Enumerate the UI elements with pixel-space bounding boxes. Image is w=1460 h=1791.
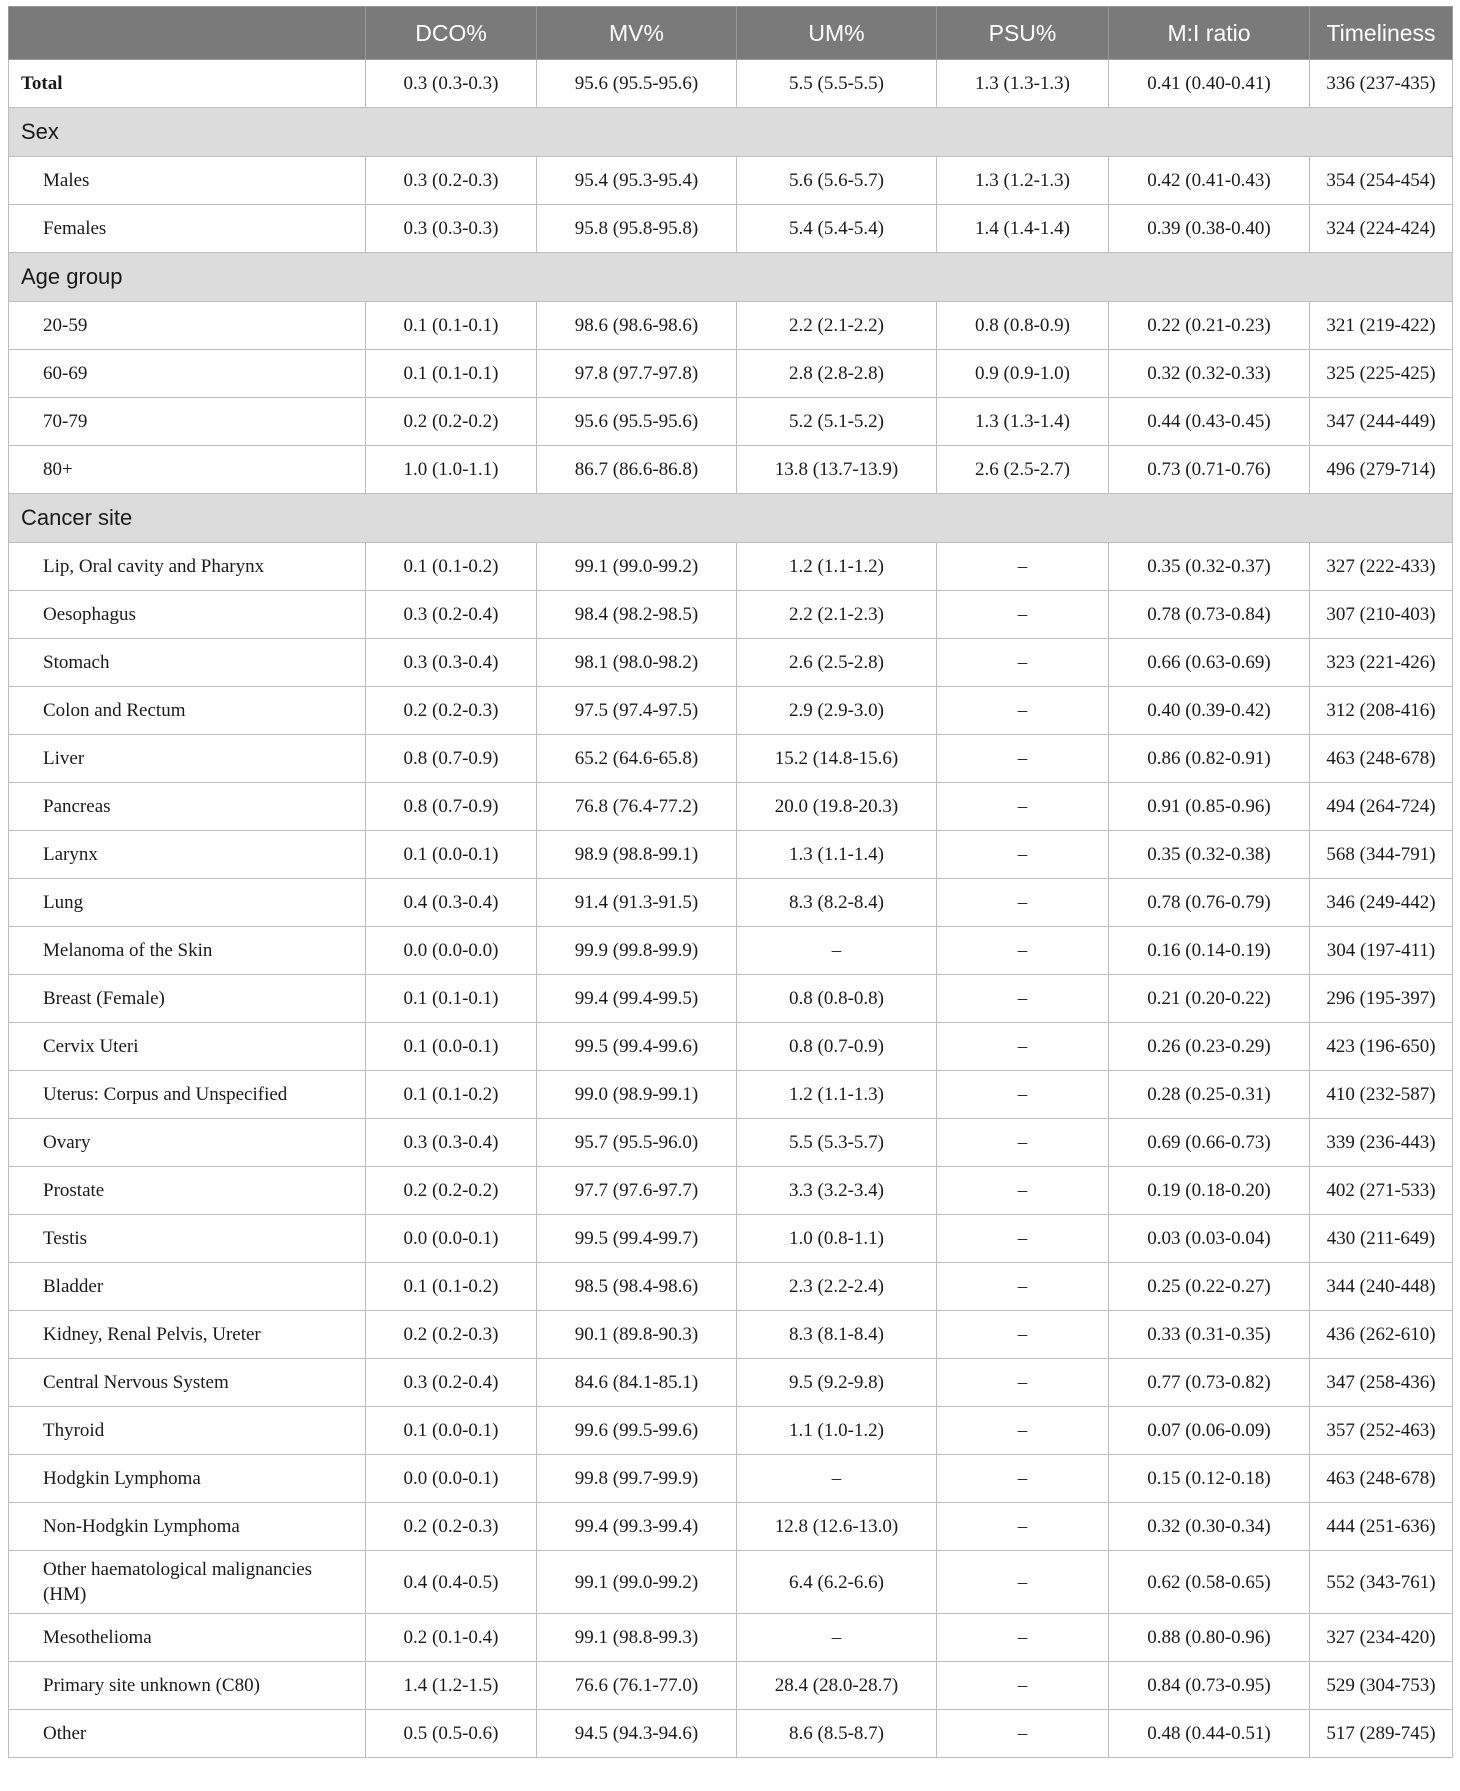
um-cell: 1.2 (1.1-1.3) (737, 1071, 937, 1119)
timeliness-cell: 568 (344-791) (1310, 831, 1453, 879)
section-label: Sex (9, 108, 1453, 157)
mi-ratio-cell: 0.16 (0.14-0.19) (1109, 927, 1310, 975)
mv-cell: 84.6 (84.1-85.1) (537, 1359, 737, 1407)
mi-ratio-cell: 0.91 (0.85-0.96) (1109, 783, 1310, 831)
um-cell: – (737, 927, 937, 975)
dco-cell: 0.1 (0.1-0.2) (366, 543, 537, 591)
um-cell: – (737, 1455, 937, 1503)
row-label: Pancreas (9, 783, 366, 831)
table-row (9, 1167, 1453, 1215)
header-cell-mv: MV% (537, 7, 737, 60)
dco-cell: 0.2 (0.2-0.3) (366, 687, 537, 735)
row-label: Females (9, 205, 366, 253)
um-cell: 5.6 (5.6-5.7) (737, 157, 937, 205)
row-label: Stomach (9, 639, 366, 687)
psu-cell: – (937, 975, 1109, 1023)
mv-cell: 98.6 (98.6-98.6) (537, 302, 737, 350)
psu-cell: 0.8 (0.8-0.9) (937, 302, 1109, 350)
mv-cell: 65.2 (64.6-65.8) (537, 735, 737, 783)
um-cell: 2.2 (2.1-2.2) (737, 302, 937, 350)
table-row (9, 927, 1453, 975)
mv-cell: 94.5 (94.3-94.6) (537, 1710, 737, 1758)
psu-cell: – (937, 639, 1109, 687)
table-row (9, 1359, 1453, 1407)
um-cell: 9.5 (9.2-9.8) (737, 1359, 937, 1407)
dco-cell: 0.4 (0.3-0.4) (366, 879, 537, 927)
dco-cell: 0.1 (0.0-0.1) (366, 1407, 537, 1455)
row-label: Non-Hodgkin Lymphoma (9, 1503, 366, 1551)
table-row (9, 1119, 1453, 1167)
mv-cell: 99.4 (99.4-99.5) (537, 975, 737, 1023)
row-label: Larynx (9, 831, 366, 879)
table-row (9, 1263, 1453, 1311)
psu-cell: – (937, 543, 1109, 591)
dco-cell: 0.1 (0.1-0.2) (366, 1071, 537, 1119)
mv-cell: 99.6 (99.5-99.6) (537, 1407, 737, 1455)
psu-cell: 1.3 (1.3-1.3) (937, 60, 1109, 108)
mv-cell: 95.7 (95.5-96.0) (537, 1119, 737, 1167)
mi-ratio-cell: 0.07 (0.06-0.09) (1109, 1407, 1310, 1455)
psu-cell: – (937, 1071, 1109, 1119)
um-cell: 2.9 (2.9-3.0) (737, 687, 937, 735)
timeliness-cell: 494 (264-724) (1310, 783, 1453, 831)
table-row (9, 1023, 1453, 1071)
dco-cell: 0.0 (0.0-0.0) (366, 927, 537, 975)
um-cell: 1.2 (1.1-1.2) (737, 543, 937, 591)
row-label: Liver (9, 735, 366, 783)
timeliness-cell: 552 (343-761) (1310, 1551, 1453, 1614)
row-label: Central Nervous System (9, 1359, 366, 1407)
section-header-row (9, 253, 1453, 302)
table-row (9, 205, 1453, 253)
mv-cell: 95.4 (95.3-95.4) (537, 157, 737, 205)
timeliness-cell: 296 (195-397) (1310, 975, 1453, 1023)
dco-cell: 0.2 (0.1-0.4) (366, 1614, 537, 1662)
psu-cell: – (937, 1614, 1109, 1662)
mv-cell: 99.8 (99.7-99.9) (537, 1455, 737, 1503)
mi-ratio-cell: 0.73 (0.71-0.76) (1109, 446, 1310, 494)
um-cell: 3.3 (3.2-3.4) (737, 1167, 937, 1215)
table-row (9, 687, 1453, 735)
row-label: 20-59 (9, 302, 366, 350)
psu-cell: – (937, 735, 1109, 783)
psu-cell: – (937, 591, 1109, 639)
mi-ratio-cell: 0.84 (0.73-0.95) (1109, 1662, 1310, 1710)
table-row (9, 735, 1453, 783)
mi-ratio-cell: 0.78 (0.76-0.79) (1109, 879, 1310, 927)
um-cell: 20.0 (19.8-20.3) (737, 783, 937, 831)
dco-cell: 0.3 (0.3-0.4) (366, 1119, 537, 1167)
total-row (9, 60, 1453, 108)
dco-cell: 0.2 (0.2-0.3) (366, 1503, 537, 1551)
mi-ratio-cell: 0.48 (0.44-0.51) (1109, 1710, 1310, 1758)
psu-cell: – (937, 1359, 1109, 1407)
um-cell: 12.8 (12.6-13.0) (737, 1503, 937, 1551)
row-label: Bladder (9, 1263, 366, 1311)
psu-cell: – (937, 1263, 1109, 1311)
dco-cell: 0.2 (0.2-0.2) (366, 1167, 537, 1215)
table-row (9, 1662, 1453, 1710)
psu-cell: – (937, 1503, 1109, 1551)
dco-cell: 0.4 (0.4-0.5) (366, 1551, 537, 1614)
row-label: Total (9, 60, 366, 108)
mv-cell: 98.4 (98.2-98.5) (537, 591, 737, 639)
mi-ratio-cell: 0.22 (0.21-0.23) (1109, 302, 1310, 350)
mi-ratio-cell: 0.62 (0.58-0.65) (1109, 1551, 1310, 1614)
mi-ratio-cell: 0.26 (0.23-0.29) (1109, 1023, 1310, 1071)
dco-cell: 0.8 (0.7-0.9) (366, 783, 537, 831)
mv-cell: 97.5 (97.4-97.5) (537, 687, 737, 735)
row-label: 60-69 (9, 350, 366, 398)
mi-ratio-cell: 0.44 (0.43-0.45) (1109, 398, 1310, 446)
timeliness-cell: 410 (232-587) (1310, 1071, 1453, 1119)
mi-ratio-cell: 0.35 (0.32-0.37) (1109, 543, 1310, 591)
mv-cell: 91.4 (91.3-91.5) (537, 879, 737, 927)
header-cell-dco: DCO% (366, 7, 537, 60)
dco-cell: 0.1 (0.0-0.1) (366, 1023, 537, 1071)
table-row (9, 1614, 1453, 1662)
mi-ratio-cell: 0.78 (0.73-0.84) (1109, 591, 1310, 639)
dco-cell: 0.3 (0.2-0.4) (366, 1359, 537, 1407)
dco-cell: 0.1 (0.1-0.1) (366, 302, 537, 350)
row-label: Kidney, Renal Pelvis, Ureter (9, 1311, 366, 1359)
table-row (9, 1710, 1453, 1758)
mi-ratio-cell: 0.35 (0.32-0.38) (1109, 831, 1310, 879)
mi-ratio-cell: 0.33 (0.31-0.35) (1109, 1311, 1310, 1359)
mv-cell: 90.1 (89.8-90.3) (537, 1311, 737, 1359)
timeliness-cell: 529 (304-753) (1310, 1662, 1453, 1710)
dco-cell: 1.0 (1.0-1.1) (366, 446, 537, 494)
mi-ratio-cell: 0.69 (0.66-0.73) (1109, 1119, 1310, 1167)
table-row (9, 639, 1453, 687)
mv-cell: 98.5 (98.4-98.6) (537, 1263, 737, 1311)
mi-ratio-cell: 0.21 (0.20-0.22) (1109, 975, 1310, 1023)
table-row (9, 157, 1453, 205)
timeliness-cell: 312 (208-416) (1310, 687, 1453, 735)
header-row (9, 7, 1453, 60)
psu-cell: – (937, 1119, 1109, 1167)
timeliness-cell: 496 (279-714) (1310, 446, 1453, 494)
table-row (9, 543, 1453, 591)
um-cell: 0.8 (0.8-0.8) (737, 975, 937, 1023)
timeliness-cell: 444 (251-636) (1310, 1503, 1453, 1551)
section-label: Cancer site (9, 494, 1453, 543)
row-label: Testis (9, 1215, 366, 1263)
dco-cell: 0.1 (0.0-0.1) (366, 831, 537, 879)
um-cell: 1.3 (1.1-1.4) (737, 831, 937, 879)
table-row (9, 1215, 1453, 1263)
um-cell: 13.8 (13.7-13.9) (737, 446, 937, 494)
table-row (9, 1407, 1453, 1455)
dco-cell: 0.2 (0.2-0.2) (366, 398, 537, 446)
section-label: Age group (9, 253, 1453, 302)
dco-cell: 0.1 (0.1-0.2) (366, 1263, 537, 1311)
table-row (9, 446, 1453, 494)
section-header-row (9, 494, 1453, 543)
dco-cell: 0.0 (0.0-0.1) (366, 1455, 537, 1503)
mv-cell: 98.1 (98.0-98.2) (537, 639, 737, 687)
row-label: Lip, Oral cavity and Pharynx (9, 543, 366, 591)
timeliness-cell: 336 (237-435) (1310, 60, 1453, 108)
timeliness-cell: 324 (224-424) (1310, 205, 1453, 253)
mi-ratio-cell: 0.25 (0.22-0.27) (1109, 1263, 1310, 1311)
timeliness-cell: 304 (197-411) (1310, 927, 1453, 975)
um-cell: 28.4 (28.0-28.7) (737, 1662, 937, 1710)
dco-cell: 0.2 (0.2-0.3) (366, 1311, 537, 1359)
mv-cell: 95.6 (95.5-95.6) (537, 60, 737, 108)
table-row (9, 1455, 1453, 1503)
table-row (9, 831, 1453, 879)
mv-cell: 76.6 (76.1-77.0) (537, 1662, 737, 1710)
um-cell: 6.4 (6.2-6.6) (737, 1551, 937, 1614)
header-cell-um: UM% (737, 7, 937, 60)
psu-cell: – (937, 1023, 1109, 1071)
table-body (9, 60, 1453, 1758)
header-cell-psu: PSU% (937, 7, 1109, 60)
psu-cell: – (937, 879, 1109, 927)
dco-cell: 1.4 (1.2-1.5) (366, 1662, 537, 1710)
row-label: Prostate (9, 1167, 366, 1215)
mi-ratio-cell: 0.39 (0.38-0.40) (1109, 205, 1310, 253)
row-label: Males (9, 157, 366, 205)
row-label: Lung (9, 879, 366, 927)
header-cell-timeliness: Timeliness (1310, 7, 1453, 60)
row-label: Thyroid (9, 1407, 366, 1455)
psu-cell: – (937, 1710, 1109, 1758)
dco-cell: 0.3 (0.3-0.3) (366, 205, 537, 253)
mi-ratio-cell: 0.42 (0.41-0.43) (1109, 157, 1310, 205)
timeliness-cell: 307 (210-403) (1310, 591, 1453, 639)
mv-cell: 86.7 (86.6-86.8) (537, 446, 737, 494)
um-cell: 2.3 (2.2-2.4) (737, 1263, 937, 1311)
mv-cell: 99.5 (99.4-99.7) (537, 1215, 737, 1263)
mv-cell: 97.8 (97.7-97.8) (537, 350, 737, 398)
psu-cell: – (937, 687, 1109, 735)
mi-ratio-cell: 0.28 (0.25-0.31) (1109, 1071, 1310, 1119)
timeliness-cell: 517 (289-745) (1310, 1710, 1453, 1758)
row-label: Mesothelioma (9, 1614, 366, 1662)
section-header-row (9, 108, 1453, 157)
um-cell: 5.5 (5.3-5.7) (737, 1119, 937, 1167)
mv-cell: 99.0 (98.9-99.1) (537, 1071, 737, 1119)
row-label: Breast (Female) (9, 975, 366, 1023)
psu-cell: 2.6 (2.5-2.7) (937, 446, 1109, 494)
dco-cell: 0.1 (0.1-0.1) (366, 975, 537, 1023)
um-cell: 1.0 (0.8-1.1) (737, 1215, 937, 1263)
timeliness-cell: 357 (252-463) (1310, 1407, 1453, 1455)
timeliness-cell: 430 (211-649) (1310, 1215, 1453, 1263)
mi-ratio-cell: 0.41 (0.40-0.41) (1109, 60, 1310, 108)
um-cell: 8.3 (8.2-8.4) (737, 879, 937, 927)
mv-cell: 95.8 (95.8-95.8) (537, 205, 737, 253)
row-label: Melanoma of the Skin (9, 927, 366, 975)
row-label: Primary site unknown (C80) (9, 1662, 366, 1710)
mv-cell: 99.1 (98.8-99.3) (537, 1614, 737, 1662)
table-row (9, 591, 1453, 639)
um-cell: 8.6 (8.5-8.7) (737, 1710, 937, 1758)
dco-cell: 0.3 (0.2-0.4) (366, 591, 537, 639)
um-cell: 2.6 (2.5-2.8) (737, 639, 937, 687)
table-row (9, 1311, 1453, 1359)
mi-ratio-cell: 0.86 (0.82-0.91) (1109, 735, 1310, 783)
um-cell: 15.2 (14.8-15.6) (737, 735, 937, 783)
mi-ratio-cell: 0.40 (0.39-0.42) (1109, 687, 1310, 735)
row-label: 70-79 (9, 398, 366, 446)
mi-ratio-cell: 0.66 (0.63-0.69) (1109, 639, 1310, 687)
dco-cell: 0.3 (0.3-0.4) (366, 639, 537, 687)
mi-ratio-cell: 0.88 (0.80-0.96) (1109, 1614, 1310, 1662)
um-cell: 2.2 (2.1-2.3) (737, 591, 937, 639)
psu-cell: – (937, 1215, 1109, 1263)
header-cell-blank (9, 7, 366, 60)
um-cell: 5.4 (5.4-5.4) (737, 205, 937, 253)
table-row (9, 398, 1453, 446)
psu-cell: – (937, 831, 1109, 879)
table-row (9, 1071, 1453, 1119)
um-cell: 5.5 (5.5-5.5) (737, 60, 937, 108)
header-cell-mi-ratio: M:I ratio (1109, 7, 1310, 60)
mi-ratio-cell: 0.32 (0.30-0.34) (1109, 1503, 1310, 1551)
timeliness-cell: 346 (249-442) (1310, 879, 1453, 927)
psu-cell: – (937, 783, 1109, 831)
mv-cell: 99.1 (99.0-99.2) (537, 543, 737, 591)
dco-cell: 0.5 (0.5-0.6) (366, 1710, 537, 1758)
mv-cell: 76.8 (76.4-77.2) (537, 783, 737, 831)
psu-cell: – (937, 1455, 1109, 1503)
row-label: Hodgkin Lymphoma (9, 1455, 366, 1503)
dco-cell: 0.3 (0.3-0.3) (366, 60, 537, 108)
row-label: Cervix Uteri (9, 1023, 366, 1071)
mi-ratio-cell: 0.03 (0.03-0.04) (1109, 1215, 1310, 1263)
um-cell: – (737, 1614, 937, 1662)
timeliness-cell: 347 (244-449) (1310, 398, 1453, 446)
psu-cell: – (937, 1551, 1109, 1614)
row-label: Other (9, 1710, 366, 1758)
um-cell: 2.8 (2.8-2.8) (737, 350, 937, 398)
dco-cell: 0.3 (0.2-0.3) (366, 157, 537, 205)
timeliness-cell: 402 (271-533) (1310, 1167, 1453, 1215)
row-label: Uterus: Corpus and Unspecified (9, 1071, 366, 1119)
mv-cell: 98.9 (98.8-99.1) (537, 831, 737, 879)
mi-ratio-cell: 0.19 (0.18-0.20) (1109, 1167, 1310, 1215)
um-cell: 0.8 (0.7-0.9) (737, 1023, 937, 1071)
timeliness-cell: 344 (240-448) (1310, 1263, 1453, 1311)
psu-cell: 0.9 (0.9-1.0) (937, 350, 1109, 398)
psu-cell: – (937, 1311, 1109, 1359)
timeliness-cell: 354 (254-454) (1310, 157, 1453, 205)
row-label: Colon and Rectum (9, 687, 366, 735)
timeliness-cell: 423 (196-650) (1310, 1023, 1453, 1071)
quality-indicators-table (8, 6, 1453, 1758)
row-label: Ovary (9, 1119, 366, 1167)
um-cell: 5.2 (5.1-5.2) (737, 398, 937, 446)
mv-cell: 99.9 (99.8-99.9) (537, 927, 737, 975)
timeliness-cell: 463 (248-678) (1310, 1455, 1453, 1503)
mi-ratio-cell: 0.77 (0.73-0.82) (1109, 1359, 1310, 1407)
timeliness-cell: 327 (234-420) (1310, 1614, 1453, 1662)
table-row (9, 879, 1453, 927)
um-cell: 1.1 (1.0-1.2) (737, 1407, 937, 1455)
timeliness-cell: 323 (221-426) (1310, 639, 1453, 687)
psu-cell: – (937, 1167, 1109, 1215)
psu-cell: – (937, 927, 1109, 975)
mv-cell: 99.4 (99.3-99.4) (537, 1503, 737, 1551)
row-label: Other haematological malignancies (HM) (9, 1551, 366, 1614)
table-row (9, 302, 1453, 350)
dco-cell: 0.1 (0.1-0.1) (366, 350, 537, 398)
table-row (9, 1551, 1453, 1614)
psu-cell: 1.3 (1.3-1.4) (937, 398, 1109, 446)
timeliness-cell: 347 (258-436) (1310, 1359, 1453, 1407)
mi-ratio-cell: 0.32 (0.32-0.33) (1109, 350, 1310, 398)
psu-cell: – (937, 1662, 1109, 1710)
timeliness-cell: 325 (225-425) (1310, 350, 1453, 398)
um-cell: 8.3 (8.1-8.4) (737, 1311, 937, 1359)
timeliness-cell: 339 (236-443) (1310, 1119, 1453, 1167)
mv-cell: 97.7 (97.6-97.7) (537, 1167, 737, 1215)
table-row (9, 975, 1453, 1023)
timeliness-cell: 436 (262-610) (1310, 1311, 1453, 1359)
mi-ratio-cell: 0.15 (0.12-0.18) (1109, 1455, 1310, 1503)
dco-cell: 0.0 (0.0-0.1) (366, 1215, 537, 1263)
mv-cell: 99.1 (99.0-99.2) (537, 1551, 737, 1614)
row-label: 80+ (9, 446, 366, 494)
row-label: Oesophagus (9, 591, 366, 639)
timeliness-cell: 327 (222-433) (1310, 543, 1453, 591)
dco-cell: 0.8 (0.7-0.9) (366, 735, 537, 783)
table-row (9, 1503, 1453, 1551)
table-header (9, 7, 1453, 60)
table-row (9, 783, 1453, 831)
psu-cell: – (937, 1407, 1109, 1455)
mv-cell: 99.5 (99.4-99.6) (537, 1023, 737, 1071)
timeliness-cell: 321 (219-422) (1310, 302, 1453, 350)
psu-cell: 1.3 (1.2-1.3) (937, 157, 1109, 205)
psu-cell: 1.4 (1.4-1.4) (937, 205, 1109, 253)
mv-cell: 95.6 (95.5-95.6) (537, 398, 737, 446)
table-row (9, 350, 1453, 398)
timeliness-cell: 463 (248-678) (1310, 735, 1453, 783)
